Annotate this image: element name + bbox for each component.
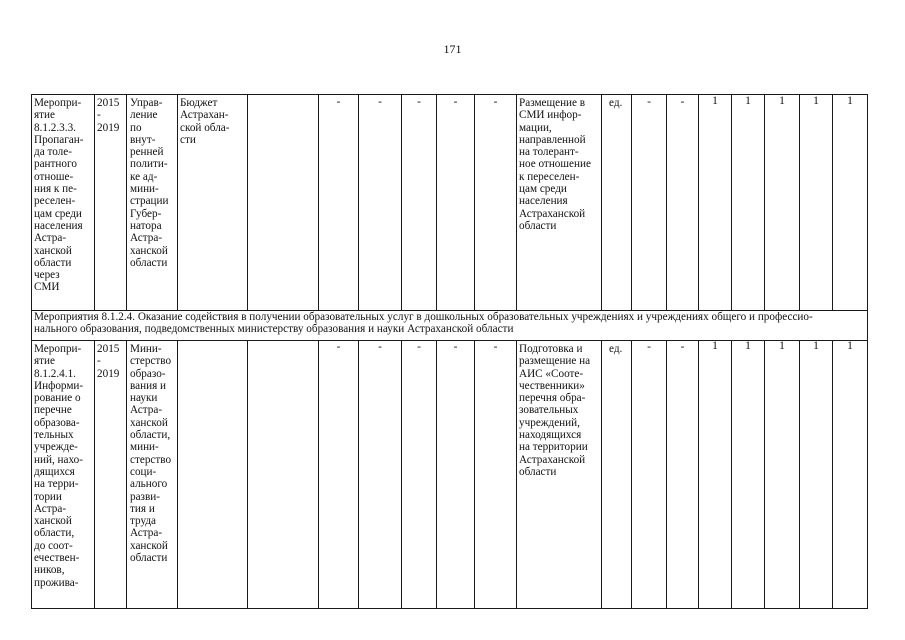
indicator-value: 1: [813, 340, 819, 352]
funding-cell: Бюджет Астрахан- ской обла- сти: [180, 97, 230, 146]
indicator-value: 1: [779, 95, 785, 107]
column-divider: [436, 94, 437, 310]
indicator-value: 1: [847, 95, 853, 107]
column-divider: [177, 340, 178, 608]
column-divider: [631, 340, 632, 608]
column-divider: [247, 94, 248, 310]
indicator-value: 1: [745, 95, 751, 107]
empty-value-dash: -: [453, 96, 458, 108]
column-divider: [94, 94, 95, 310]
empty-value-dash: -: [378, 96, 382, 108]
column-divider: [516, 340, 517, 608]
empty-value-dash: -: [647, 341, 651, 353]
indicator-value: 1: [712, 95, 718, 107]
empty-value-dash: -: [417, 341, 421, 353]
table-border-bottom: [31, 608, 868, 609]
activity-cell: Меропри- ятие 8.1.2.3.3. Пропаган- да толе- рантного отноше- ния к пе- реселен- цам среди населения Астра- ханской области через СМИ: [34, 97, 84, 294]
column-divider: [516, 94, 517, 310]
column-divider: [401, 94, 402, 310]
column-divider: [631, 94, 632, 310]
indicator-cell: Размещение в СМИ инфор- мации, направленной на толерант- ное отношение к переселен- цам среди населения Астраханской области: [519, 97, 591, 232]
column-divider: [731, 340, 732, 608]
column-divider: [474, 94, 475, 310]
executor-cell: Управ- ление по внут- ренней полити- ке ад- мини- страции Губер- натора Астра- ханской области: [130, 97, 169, 269]
column-divider: [698, 94, 699, 310]
empty-value-dash: -: [417, 96, 421, 108]
column-divider: [666, 94, 667, 310]
column-divider: [31, 94, 32, 609]
indicator-cell: Подготовка и размещение на АИС «Сооте- чественники» перечня обра- зовательных учреждений, находящихся на территории Астраханской области: [519, 343, 591, 478]
indicator-value: 1: [813, 95, 819, 107]
empty-value-dash: -: [680, 96, 685, 108]
empty-value-dash: -: [493, 96, 498, 108]
column-divider: [601, 340, 602, 608]
column-divider: [318, 340, 319, 608]
period-cell: 2015 - 2019: [97, 97, 120, 134]
unit-cell: ед.: [609, 343, 623, 355]
period-cell: 2015 - 2019: [97, 343, 120, 380]
indicator-value: 1: [779, 340, 785, 352]
column-divider: [177, 94, 178, 310]
column-divider: [358, 94, 359, 310]
column-divider: [474, 340, 475, 608]
unit-cell: ед.: [609, 97, 623, 109]
empty-value-dash: -: [378, 341, 382, 353]
column-divider: [126, 340, 127, 608]
column-divider: [318, 94, 319, 310]
column-divider: [867, 94, 868, 609]
empty-value-dash: -: [336, 96, 341, 108]
empty-value-dash: -: [336, 341, 341, 353]
column-divider: [799, 340, 800, 608]
empty-value-dash: -: [453, 341, 458, 353]
column-divider: [832, 94, 833, 310]
activities-table: [31, 94, 868, 609]
column-divider: [698, 340, 699, 608]
executor-cell: Мини- стерство образо- вания и науки Астра- ханской области, мини- стерство соци- ального разви- тия и труда Астра- ханской области: [130, 343, 172, 565]
indicator-value: 1: [712, 340, 718, 352]
column-divider: [799, 94, 800, 310]
activity-cell: Меропри- ятие 8.1.2.4.1. Информи- рование о перечне образова- тельных учрежде- ний, нахо- дящихся на терри- тории Астра- ханской области, до соот- ечествен- ников, прожива-: [34, 343, 84, 589]
indicator-value: 1: [847, 340, 853, 352]
column-divider: [401, 340, 402, 608]
column-divider: [126, 94, 127, 310]
empty-value-dash: -: [647, 96, 651, 108]
column-divider: [764, 94, 765, 310]
section-heading: Мероприятия 8.1.2.4. Оказание содействия в получении образовательных услуг в дошкольных образовательных учреждениях и учреждениях общего и профессио- нального образования, подведомственных министерству образования и науки Астраханской области: [34, 311, 813, 336]
column-divider: [436, 340, 437, 608]
column-divider: [601, 94, 602, 310]
column-divider: [764, 340, 765, 608]
column-divider: [832, 340, 833, 608]
indicator-value: 1: [745, 340, 751, 352]
column-divider: [247, 340, 248, 608]
column-divider: [666, 340, 667, 608]
page-number: 171: [443, 42, 462, 56]
column-divider: [94, 340, 95, 608]
empty-value-dash: -: [680, 341, 685, 353]
empty-value-dash: -: [493, 341, 498, 353]
column-divider: [731, 94, 732, 310]
column-divider: [358, 340, 359, 608]
funding-cell: [180, 343, 244, 363]
